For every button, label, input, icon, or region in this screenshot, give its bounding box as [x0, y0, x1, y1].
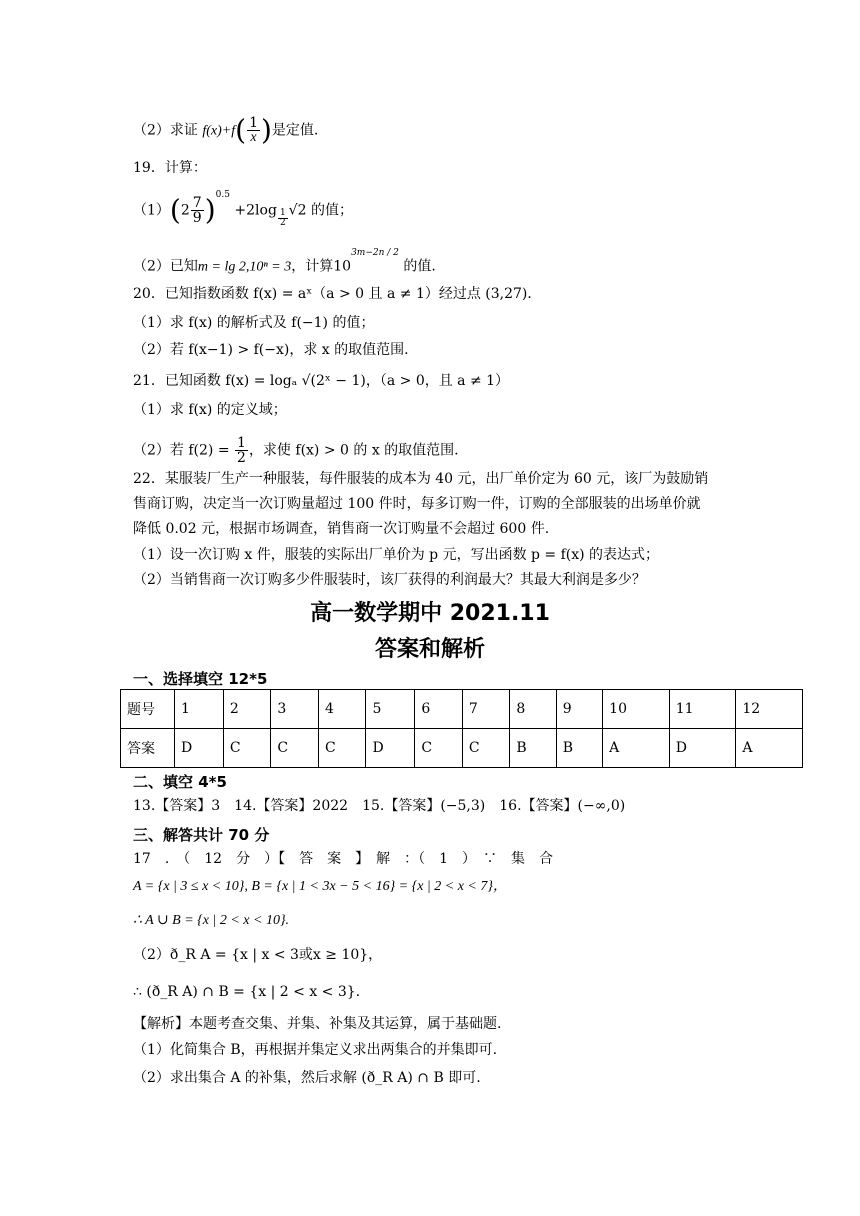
table-cell: B: [556, 729, 602, 768]
fraction: $\frac{1}{x}$: [249, 115, 258, 145]
table-cell: C: [462, 729, 510, 768]
section-solutions: 三、解答共计 70 分: [133, 826, 270, 844]
q17-analysis-part1: （1）化简集合 B，再根据并集定义求出两集合的并集即可.: [133, 1042, 498, 1058]
q21-part1: （1）求 f(x) 的定义域；: [133, 402, 287, 418]
q19-part1: （1）(2 $\frac{7}{9}$ )$^{0.5}$ +2log $\frac{1}{2}$ √2 的值；: [133, 189, 353, 228]
q22-line1: 22．某服装厂生产一种服装，每件服装的成本为 40 元，出厂单价定为 60 元，该厂为鼓励销: [133, 471, 709, 487]
q22-part2: （2）当销售商一次订购多少件服装时，该厂获得的利润最大？其最大利润是多少？: [133, 572, 646, 588]
table-cell: D: [366, 729, 415, 768]
table-cell: 12: [736, 690, 803, 729]
table-cell: D: [175, 729, 224, 768]
table-cell: C: [318, 729, 366, 768]
q22-line2: 售商订购，决定当一次订购量超过 100 件时，每多订购一件，订购的全部服装的出场单价就: [133, 496, 701, 512]
q20-part1: （1）求 f(x) 的解析式及 f(−1) 的值；: [133, 315, 375, 331]
table-cell: 11: [669, 690, 736, 729]
table-cell: D: [669, 729, 736, 768]
fill-answers: 13.【答案】3 14.【答案】2022 15.【答案】(−5,3) 16.【答案】(−∞,0): [133, 798, 626, 814]
table-cell: A: [736, 729, 803, 768]
exam-title: 高一数学期中 2021.11: [310, 601, 550, 626]
q17-line2: A = {x | 3 ≤ x < 10}, B = {x | 1 < 3x − 5 < 16} = {x | 2 < x < 7}，: [133, 879, 507, 894]
table-cell: 4: [318, 690, 366, 729]
q17-analysis: 【解析】本题考查交集、并集、补集及其运算，属于基础题.: [133, 1016, 502, 1032]
q19-part2: （2）已知m = lg 2,10ⁿ = 3，计算$10^{3m-2n / 2}$ 的值.: [133, 248, 436, 275]
q20-part2: （2）若 f(x−1) > f(−x)，求 x 的取值范围.: [133, 342, 409, 358]
answers-title: 答案和解析: [374, 637, 485, 662]
table-row: [121, 729, 803, 768]
table-cell: 9: [556, 690, 602, 729]
q22-line3: 降低 0.02 元，根据市场调查，销售商一次订购量不会超过 600 件.: [133, 521, 550, 537]
q17-line4: （2）ð_R A = {x | x < 3或x ≥ 10}，: [133, 947, 383, 963]
table-cell: A: [603, 729, 670, 768]
q18-part2: （2）求证 f(x)+f( $\frac{1}{x}$ )是定值.: [133, 113, 319, 147]
table-cell: C: [223, 729, 271, 768]
table-cell: 5: [366, 690, 415, 729]
table-cell: 7: [462, 690, 510, 729]
q20-title: 20．已知指数函数 f(x) = aˣ（a > 0 且 a ≠ 1）经过点 (3,27)．: [133, 286, 542, 302]
table-cell: B: [510, 729, 556, 768]
table-cell: 3: [271, 690, 319, 729]
section-fill-blank: 二、填空 4*5: [133, 773, 227, 791]
table-header-cell: 答案: [121, 729, 175, 768]
answer-table: [120, 689, 803, 768]
table-cell: 2: [223, 690, 271, 729]
table-row: [121, 690, 803, 729]
q19-title: 19．计算：: [133, 160, 207, 176]
q17-line3: ∴ A ∪ B = {x | 2 < x < 10}.: [133, 913, 290, 928]
table-header-cell: 题号: [121, 690, 175, 729]
section-multiple-choice: 一、选择填空 12*5: [133, 670, 268, 688]
table-cell: 8: [510, 690, 556, 729]
q21-part2: （2）若 f(2) = $\frac{1}{2}$ ，求使 f(x) > 0 的 x 的取值范围.: [133, 435, 459, 466]
q17-line5: ∴ (ð_R A) ∩ B = {x | 2 < x < 3}.: [133, 984, 361, 1000]
q21-title: 21．已知函数 f(x) = logₐ √(2ˣ − 1)，（a > 0，且 a ≠ 1）: [133, 373, 510, 389]
table-cell: 10: [603, 690, 670, 729]
q17-analysis-part2: （2）求出集合 A 的补集，然后求解 (ð_R A) ∩ B 即可.: [133, 1070, 481, 1086]
table-cell: C: [271, 729, 319, 768]
table-cell: 1: [175, 690, 224, 729]
table-cell: 6: [415, 690, 463, 729]
q22-part1: （1）设一次订购 x 件，服装的实际出厂单价为 p 元，写出函数 p = f(x) 的表达式；: [133, 547, 660, 563]
table-cell: C: [415, 729, 463, 768]
q17-line1: 17 . （ 12 分 ）【 答 案 】 解 ：（ 1 ） ∵ 集 合: [133, 851, 553, 867]
